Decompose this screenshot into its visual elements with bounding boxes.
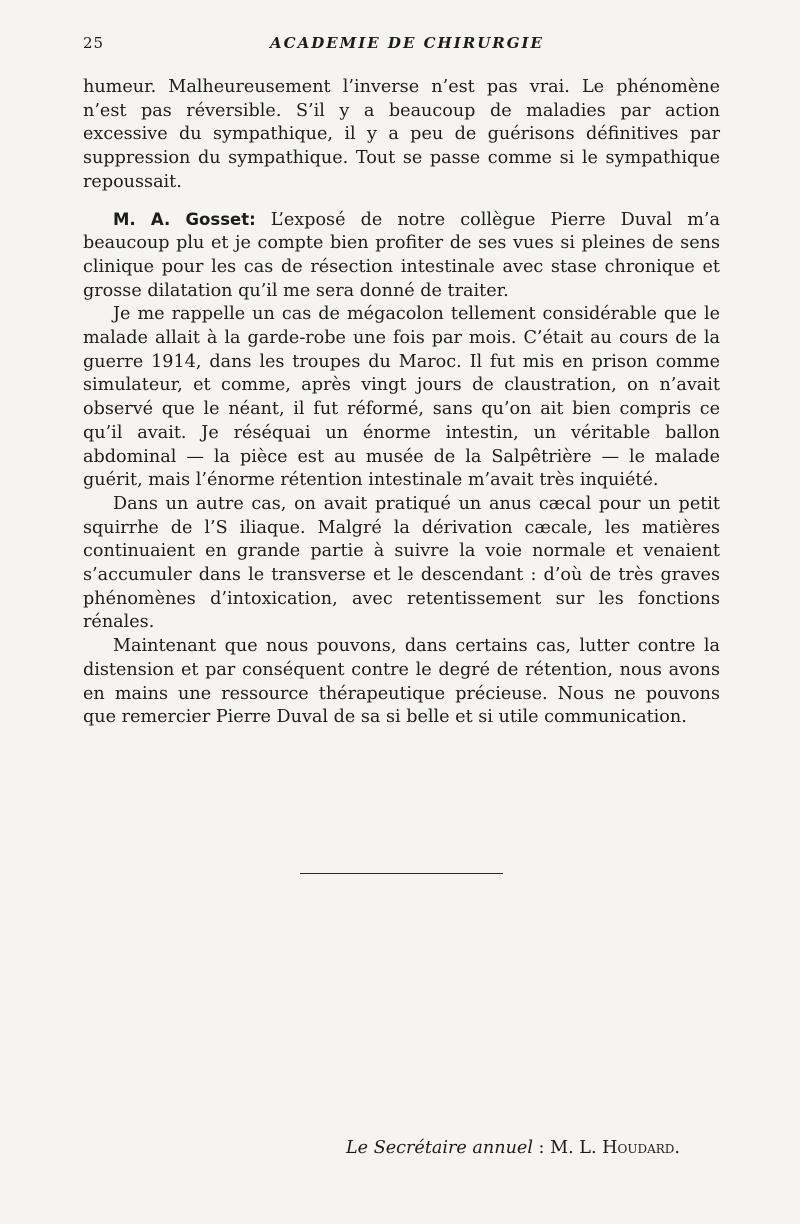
signature-name-prefix: M. L. (550, 1138, 603, 1158)
signature-role: Le Secrétaire annuel (346, 1138, 533, 1158)
section-divider (300, 873, 503, 874)
paragraph-second-case: Dans un autre cas, on avait pratiqué un anus cæcal pour un petit squirrhe de l’S iliaque. Malgré la dérivation cæcale, les matières continuaient en grande partie à suivre la voie normale et venaient s’accumuler dans le transverse et le descendant : d’où de très graves phénomènes d’intoxication, avec retentissement sur les fonctions rénales. (83, 493, 720, 633)
paragraph-gosset-text: L’exposé de notre collègue Pierre Duval m’a beaucoup plu et je compte bien profiter de ses vues si pleines de sens clinique pour les cas de résection intestinale avec stase chronique et grosse dilatation qu’il me sera donné de traiter. (83, 209, 721, 301)
signature-line (346, 1138, 680, 1158)
speaker-name: M. A. Gosset: (113, 209, 256, 229)
paragraph-gosset-remarks (83, 208, 720, 304)
paragraph-continuation: humeur. Malheureusement l’inverse n’est pas vrai. Le phénomène n’est pas réversible. S’il y a beaucoup de maladies par action excessive du sympathique, il y a peu de guérisons définitives par suppression du sympathique. Tout se passe comme si le sympathique repoussait. (83, 77, 720, 192)
paragraph-conclusion: Maintenant que nous pouvons, dans certains cas, lutter contre la distension et par conséquent contre le degré de rétention, nous avons en mains une ressource thérapeutique précieuse. Nous ne pouvons que remercier Pierre Duval de sa si belle et si utile communication. (83, 636, 720, 728)
body-text (83, 76, 720, 730)
signature-separator: : (532, 1138, 551, 1158)
page-header (83, 34, 723, 56)
running-title: ACADEMIE DE CHIRURGIE (270, 34, 544, 52)
page-number: 25 (83, 34, 105, 52)
paragraph-megacolon-case: Je me rappelle un cas de mégacolon tellement considérable que le malade allait à la garde-robe une fois par mois. C’était au cours de la guerre 1914, dans les troupes du Maroc. Il fut mis en prison comme simulateur, et comme, après vingt jours de claustration, on n’avait observé que le néant, il fut réformé, sans qu’on ait bien compris ce qu’il avait. Je réséquai un énorme intestin, un véritable ballon abdominal — la pièce est au musée de la Salpêtrière — le malade guérit, mais l’énorme rétention intestinale m’avait très inquiété. (83, 304, 720, 491)
signature-name: Houdard. (602, 1138, 680, 1158)
